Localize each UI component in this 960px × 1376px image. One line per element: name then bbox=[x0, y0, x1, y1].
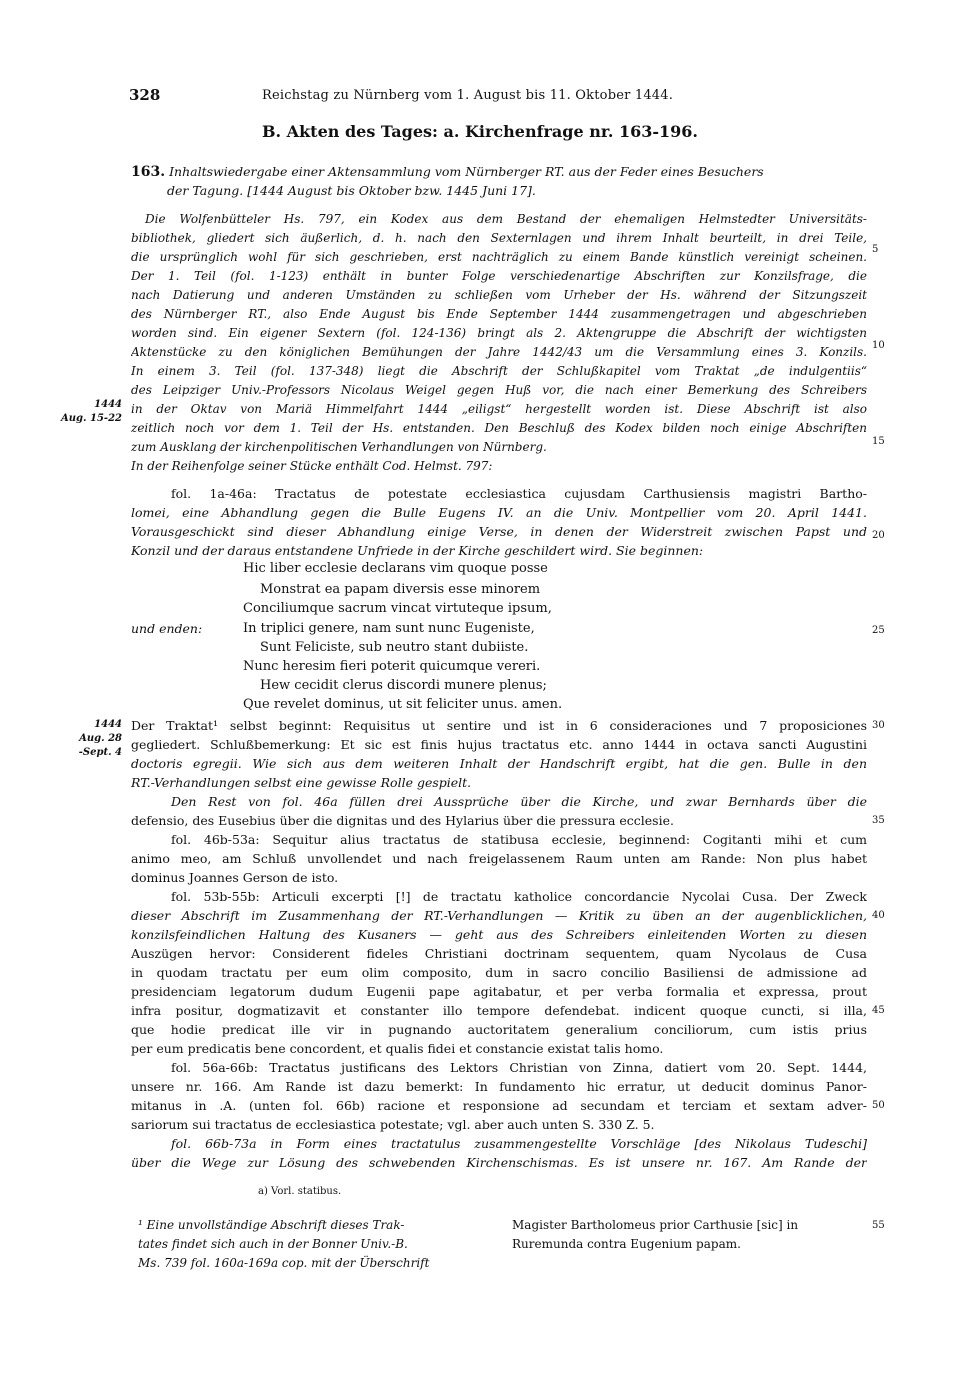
line-number: 35 bbox=[872, 815, 885, 826]
verse-line: In triplici genere, nam sunt nunc Eugeniste, bbox=[243, 621, 535, 636]
text-line: Auszügen hervor: Considerent fideles Christiani doctrinam sequentem, quam Nycolaus de Cusa bbox=[131, 946, 867, 961]
margin-date-note bbox=[52, 398, 122, 426]
fol-66-paragraph bbox=[131, 1134, 867, 1172]
margin-date: Aug. 28 bbox=[79, 733, 122, 744]
line-number: 40 bbox=[872, 910, 885, 921]
text-line: fol. 46b-53a: Sequitur alius tractatus de statibusa ecclesie, beginnend: Cogitanti mihi et cum bbox=[171, 832, 867, 847]
verse-line: Hic liber ecclesie declarans vim quoque posse bbox=[243, 561, 548, 576]
text-line: zum Ausklang der kirchenpolitischen Verhandlungen von Nürnberg. bbox=[131, 440, 547, 454]
footnote-left bbox=[138, 1216, 498, 1273]
footnote-line: Ms. 739 fol. 160a-169a cop. mit der Überschrift bbox=[138, 1256, 430, 1270]
text-line: infra positur, dogmatizavit et constanter illo tempore defendebat. indicent quoque cuncti, si illa, bbox=[131, 1003, 867, 1018]
text-line: fol. 66b-73a in Form eines tractatulus zusammengestellte Vorschläge [des Nikolaus Tudeschi] bbox=[171, 1136, 867, 1151]
text-line: Aktenstücke zu den königlichen Bemühungen der Jahre 1442/43 um die Versammlung eines 3. Konzils. bbox=[131, 345, 867, 359]
entry-title-line1: Inhaltswiedergabe einer Aktensammlung vom Nürnberger RT. aus der Feder eines Besuchers bbox=[169, 164, 764, 179]
footnote-line: tates findet sich auch in der Bonner Univ.-B. bbox=[138, 1237, 408, 1251]
text-line: in quodam tractatu per eum olim composito, dum in sacro concilio Basiliensi de admissione ad bbox=[131, 965, 867, 980]
text-line: dominus Joannes Gerson de isto. bbox=[131, 870, 339, 885]
margin-date: Aug. 15-22 bbox=[61, 413, 122, 424]
footnote-line: Magister Bartholomeus prior Carthusie [sic] in bbox=[512, 1218, 799, 1232]
margin-date-note bbox=[52, 718, 122, 760]
text-line: RT.-Verhandlungen selbst eine gewisse Rolle gespielt. bbox=[131, 775, 472, 790]
traktat-paragraph bbox=[131, 716, 867, 792]
text-line: des Nürnberger RT., also Ende August bis Ende September 1444 zusammengetragen und abgeschrieben bbox=[131, 307, 867, 321]
verse-line: Que revelet dominus, ut sit feliciter unus. amen. bbox=[243, 697, 563, 712]
fol-1-paragraph bbox=[131, 484, 867, 560]
text-line: lomei, eine Abhandlung gegen die Bulle Eugens IV. an die Univ. Montpellier vom 20. April 1441. bbox=[131, 505, 867, 520]
text-line: des Leipziger Univ.-Professors Nicolaus Weigel gegen Huß vor, die nach einer Bemerkung des Schreibers bbox=[131, 383, 867, 397]
text-line: doctoris egregii. Wie sich aus dem weiteren Inhalt der Handschrift ergibt, hat die gen. Bulle in den bbox=[131, 756, 867, 771]
text-line: Die Wolfenbütteler Hs. 797, ein Kodex aus dem Bestand der ehemaligen Helmstedter Universitäts- bbox=[145, 212, 867, 226]
text-line: fol. 1a-46a: Tractatus de potestate ecclesiastica cujusdam Carthusiensis magistri Bartho- bbox=[171, 486, 867, 501]
verse-line: Conciliumque sacrum vincat virtuteque ipsum, bbox=[243, 601, 552, 616]
und-enden-label: und enden: bbox=[131, 621, 203, 636]
line-number: 20 bbox=[872, 530, 885, 541]
text-line: Der 1. Teil (fol. 1-123) enthält in bunter Folge verschiedenartige Abschriften zur Konzilsfrage, die bbox=[131, 269, 867, 283]
text-line: Den Rest von fol. 46a füllen drei Aussprüche über die Kirche, und zwar Bernhards über die bbox=[171, 794, 867, 809]
text-line: nach Datierung und anderen Umständen zu schließen vom Urheber der Hs. während der Sitzungszeit bbox=[131, 288, 867, 302]
footnote-right bbox=[512, 1216, 872, 1254]
fol-53-paragraph bbox=[131, 887, 867, 1058]
line-number: 5 bbox=[872, 244, 879, 255]
text-line: worden sind. Ein eigener Sextern (fol. 124-136) bringt als 2. Aktengruppe die Abschrift der wichtigsten bbox=[131, 326, 867, 340]
text-line: dieser Abschrift im Zusammenhang der RT.-Verhandlungen — Kritik zu üben an der augenblicklichen, bbox=[131, 908, 867, 923]
line-number: 25 bbox=[872, 625, 885, 636]
text-line: In der Reihenfolge seiner Stücke enthält Cod. Helmst. 797: bbox=[131, 459, 493, 473]
line-number: 15 bbox=[872, 436, 885, 447]
running-title: Reichstag zu Nürnberg vom 1. August bis 11. Oktober 1444. bbox=[262, 88, 674, 103]
text-line: presidenciam legatorum dudum Eugenii pape agitabatur, et per verba formalia et expressa, prout bbox=[131, 984, 867, 999]
text-line: fol. 56a-66b: Tractatus justificans des Lektors Christian von Zinna, datiert vom 20. Sept. 1444, bbox=[171, 1060, 867, 1075]
text-line: Der Traktat¹ selbst beginnt: Requisitus ut sentire und ist in 6 consideraciones und 7 proposiciones bbox=[131, 718, 867, 733]
footnote-line: ¹ Eine unvollständige Abschrift dieses Trak- bbox=[138, 1218, 405, 1232]
text-line: In einem 3. Teil (fol. 137-348) liegt die Abschrift der Schlußkapitel vom Traktat „de indulgentiis“ bbox=[131, 364, 867, 378]
text-line: über die Wege zur Lösung des schwebenden Kirchenschismas. Es ist unsere nr. 167. Am Rande der bbox=[131, 1155, 867, 1170]
line-number: 50 bbox=[872, 1100, 885, 1111]
verse-line: Monstrat ea papam diversis esse minorem bbox=[260, 582, 541, 597]
text-line: zeitlich noch vor dem 1. Teil der Hs. entstanden. Den Beschluß des Kodex bilden noch einige Abschriften bbox=[131, 421, 867, 435]
text-line: fol. 53b-55b: Articuli excerpti [!] de tractatu katholice concordancie Nycolai Cusa. Der Zweck bbox=[171, 889, 867, 904]
entry-title-line2: der Tagung. [1444 August bis Oktober bzw. 1445 Juni 17]. bbox=[167, 183, 536, 198]
text-line: animo meo, am Schluß unvollendet und nach freigelassenem Raum unten am Rande: Non plus habet bbox=[131, 851, 867, 866]
text-line: bibliothek, gliedert sich äußerlich, d. h. nach den Sexternlagen und ihrem Inhalt beurteilt, in drei Teile, bbox=[131, 231, 867, 245]
margin-year: 1444 bbox=[94, 719, 122, 730]
text-line: defensio, des Eusebius über die dignitas und des Hylarius über die pressura ecclesie. bbox=[131, 813, 674, 828]
verse-line: Nunc heresim fieri poterit quicumque vereri. bbox=[243, 659, 541, 674]
text-line: sariorum sui tractatus de ecclesiastica potestate; vgl. aber auch unten S. 330 Z. 5. bbox=[131, 1117, 655, 1132]
verse-line: Hew cecidit clerus discordi munere plenus; bbox=[260, 678, 547, 693]
margin-year: 1444 bbox=[94, 399, 122, 410]
fol-56-paragraph bbox=[131, 1058, 867, 1134]
text-line: in der Oktav von Mariä Himmelfahrt 1444 „eiligst“ hergestellt worden ist. Diese Abschrift ist also bbox=[131, 402, 867, 416]
page-number: 328 bbox=[129, 86, 161, 104]
text-line: Konzil und der daraus entstandene Unfriede in der Kirche geschildert wird. Sie beginnen: bbox=[131, 543, 704, 558]
verse-line: Sunt Feliciste, sub neutro stant dubiiste. bbox=[260, 640, 529, 655]
line-number: 45 bbox=[872, 1005, 885, 1016]
rest-paragraph bbox=[131, 792, 867, 830]
text-line: unsere nr. 166. Am Rande ist dazu bemerkt: In fundamento hic erratur, ut deducit dominus Panor- bbox=[131, 1079, 867, 1094]
variant-note: a) Vorl. statibus. bbox=[258, 1186, 342, 1197]
text-line: per eum predicatis bene concordent, et qualis fidei et constancie existat talis homo. bbox=[131, 1041, 664, 1056]
line-number: 30 bbox=[872, 720, 885, 731]
text-line: gegliedert. Schlußbemerkung: Et sic est finis hujus tractatus etc. anno 1444 in octava sancti Augustini bbox=[131, 737, 867, 752]
section-title: B. Akten des Tages: a. Kirchenfrage nr. 163-196. bbox=[262, 122, 698, 141]
text-line: mitanus in .A. (unten fol. 66b) racione et responsione ad secundam et terciam et sextam adver- bbox=[131, 1098, 867, 1113]
text-line: que hodie predicat ille vir in pugnando auctoritatem generalium conciliorum, cum istis prius bbox=[131, 1022, 867, 1037]
intro-paragraph bbox=[131, 210, 867, 476]
margin-date: -Sept. 4 bbox=[78, 747, 122, 758]
fol-46-paragraph bbox=[131, 830, 867, 887]
entry-number: 163. bbox=[131, 164, 166, 180]
line-number: 55 bbox=[872, 1220, 885, 1231]
text-line: Vorausgeschickt sind dieser Abhandlung einige Verse, in denen der Widerstreit zwischen Papst und bbox=[131, 524, 867, 539]
text-line: die ursprünglich wohl für sich geschrieben, erst nachträglich zu einem Bande künstlich vereinigt scheinen. bbox=[131, 250, 867, 264]
line-number: 10 bbox=[872, 340, 885, 351]
entry-heading bbox=[131, 162, 867, 200]
footnote-line: Ruremunda contra Eugenium papam. bbox=[512, 1237, 741, 1251]
text-line: konzilsfeindlichen Haltung des Kusaners — geht aus des Schreibers einleitenden Worten zu diesen bbox=[131, 927, 867, 942]
